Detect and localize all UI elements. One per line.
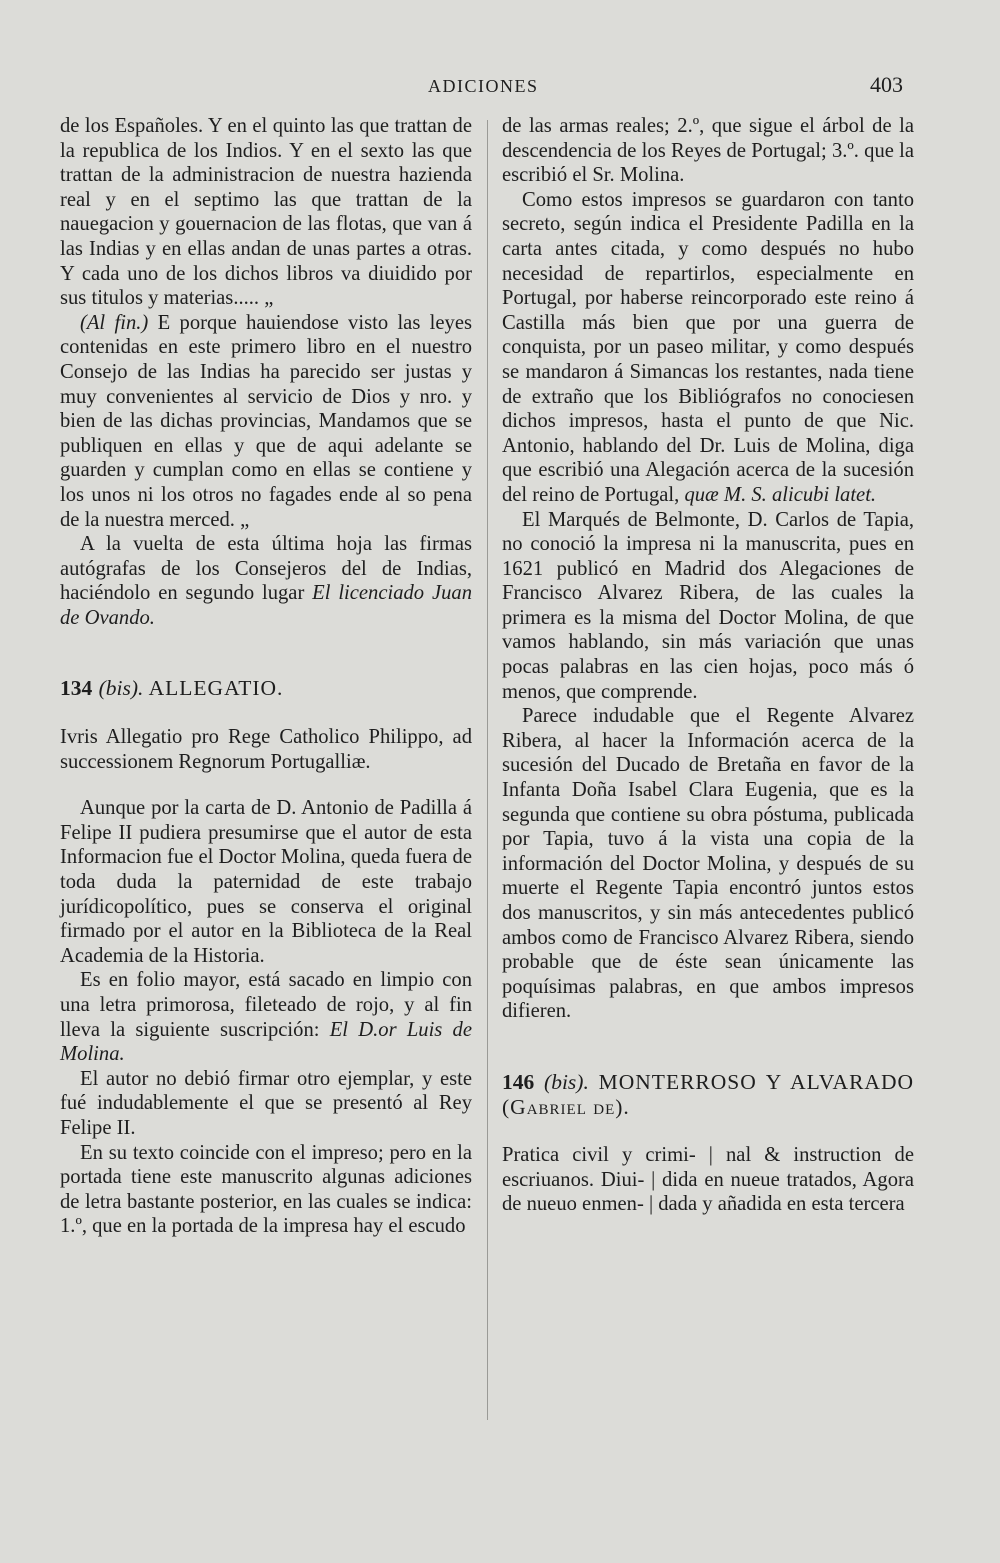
left-column — [60, 114, 472, 1239]
paragraph-text: E porque hauiendose visto las leyes contenidas en este primero libro en el nuestro Consejo de las Indias ha parecido ser justas y muy convenientes al servicio de Dios y nro. y bien de las dichas provincias, Mandamos que se publiquen en ellas y que de aqui adelante se guarden y cumplan como en ellas se contiene y los unos ni los otros no fagades ende al so pena de la nuestra merced. „ — [60, 311, 472, 531]
paragraph: Aunque por la carta de D. Antonio de Padilla á Felipe II pudiera presumirse que el autor de esta Informacion fue el Doctor Molina, queda fuera de toda duda la paternidad de este trabajo jurídicopolítico, pues se conserva el original firmado por el autor en la Biblioteca de la Real Academia de la Historia. — [60, 797, 472, 967]
paragraph-text: Como estos impresos se guardaron con tanto secreto, según indica el Presidente Padilla en la carta antes citada, y como después no hubo necesidad de repartirlos, especialmente en Portugal, por haberse reincorporado este reino á Castilla más bien que por una guerra de conquista, por un paseo militar, y como después se mandaron á Simancas los restantes, nada tiene de extraño que los Bibliógrafos no conociesen dichos impresos, hasta el punto de que Nic. Antonio, hablando del Dr. Luis de Molina, diga que escribió una Alegación acerca de la sucesión del reino de Portugal, — [502, 188, 914, 506]
paragraph: El Marqués de Belmonte, D. Carlos de Tapia, no conoció la impresa ni la manuscrita, pues en 1621 publicó en Madrid dos Alegaciones de Francisco Alvarez Ribera, de las cuales la primera es la misma del Doctor Molina, de que vamos hablando, sin más variación que unas pocas palabras en las cien hojas, poco más ó menos, que comprende. — [502, 508, 914, 703]
paragraph-text: Es en folio mayor, está sacado en limpio con una letra primorosa, fileteado de rojo, y al fin lleva la siguiente suscripción: — [60, 969, 472, 1041]
entry-title: MONTERROSO Y ALVARADO ( — [502, 1069, 914, 1119]
entry-full-title: Pratica civil y crimi- | nal & instruction de escriuanos. Diui- | dida en nueue tratados, Agora de nueuo enmen- | dada y añadida en esta tercera — [502, 1144, 914, 1216]
entry-bis: (bis). — [98, 676, 144, 701]
column-divider — [487, 120, 488, 1420]
entry-title: ALLEGATIO. — [148, 676, 284, 701]
entry-title-end: ). — [615, 1094, 630, 1119]
paragraph — [60, 311, 472, 532]
paragraph: En su texto coincide con el impreso; pero en la portada tiene este manuscrito algunas adiciones de letra bastante posterior, en las cuales se indica: 1.º, que en la portada de la impresa hay el escudo — [60, 1141, 472, 1238]
entry-number: 134 — [60, 676, 93, 701]
entry-bis: (bis). — [544, 1069, 589, 1094]
italic-text: (Al fin.) — [80, 311, 149, 334]
paragraph: de los Españoles. Y en el quinto las que trattan de la republica de los Indios. Y en el sexto las que trattan de la administracion de nuestra hazienda real y en el septimo las que trattan de la nauegacion y gouernacion de las flotas, que van á las Indias y en ellas andan de unas partes a otras. Y cada uno de los dichos libros va diuidido por sus titulos y materias..... „ — [60, 115, 472, 310]
running-head-title: ADICIONES — [428, 76, 539, 96]
paragraph — [60, 968, 472, 1066]
italic-text: quæ M. S. alicubi latet. — [684, 483, 877, 506]
entry-title-smallcaps: Gabriel de — [510, 1094, 616, 1119]
italic-text: El licenciado Juan de Ovando. — [60, 582, 472, 629]
right-column — [502, 114, 914, 1239]
page-number: 403 — [870, 72, 903, 97]
entry-number: 146 — [502, 1069, 535, 1094]
entry-heading — [502, 1070, 914, 1119]
paragraph: Parece indudable que el Regente Alvarez Ribera, al hacer la Información acerca de la sucesión del Ducado de Bretaña en favor de la Infanta Doña Isabel Clara Eugenia, que es la segunda que contiene su obra póstuma, publicada por Tapia, tuvo á la vista una copia de la información del Doctor Molina, y después de su muerte el Regente Tapia encontró juntos estos dos manuscritos, y sin más antecedentes publicó ambos como de Francisco Alvarez Ribera, siendo probable que de éste sean únicamente las poquísimas palabras, en que ambos impresos difieren. — [502, 705, 914, 1023]
entry-heading — [60, 676, 472, 701]
paragraph: de las armas reales; 2.º, que sigue el árbol de la descendencia de los Reyes de Portugal; 3.º. que la escribió el Sr. Molina. — [502, 115, 914, 187]
paragraph — [60, 532, 472, 630]
paragraph-text: A la vuelta de esta última hoja las firmas autógrafas de los Consejeros del de Indias, haciéndolo en segundo lugar — [60, 533, 472, 605]
italic-text: El D.or Luis de Molina. — [60, 1018, 472, 1066]
paragraph — [502, 188, 914, 508]
entry-full-title: Ivris Allegatio pro Rege Catholico Philippo, ad successionem Regnorum Portugalliæ. — [60, 726, 472, 773]
paragraph: El autor no debió firmar otro ejemplar, y este fué indudablemente el que se presentó al Rey Felipe II. — [60, 1067, 472, 1139]
